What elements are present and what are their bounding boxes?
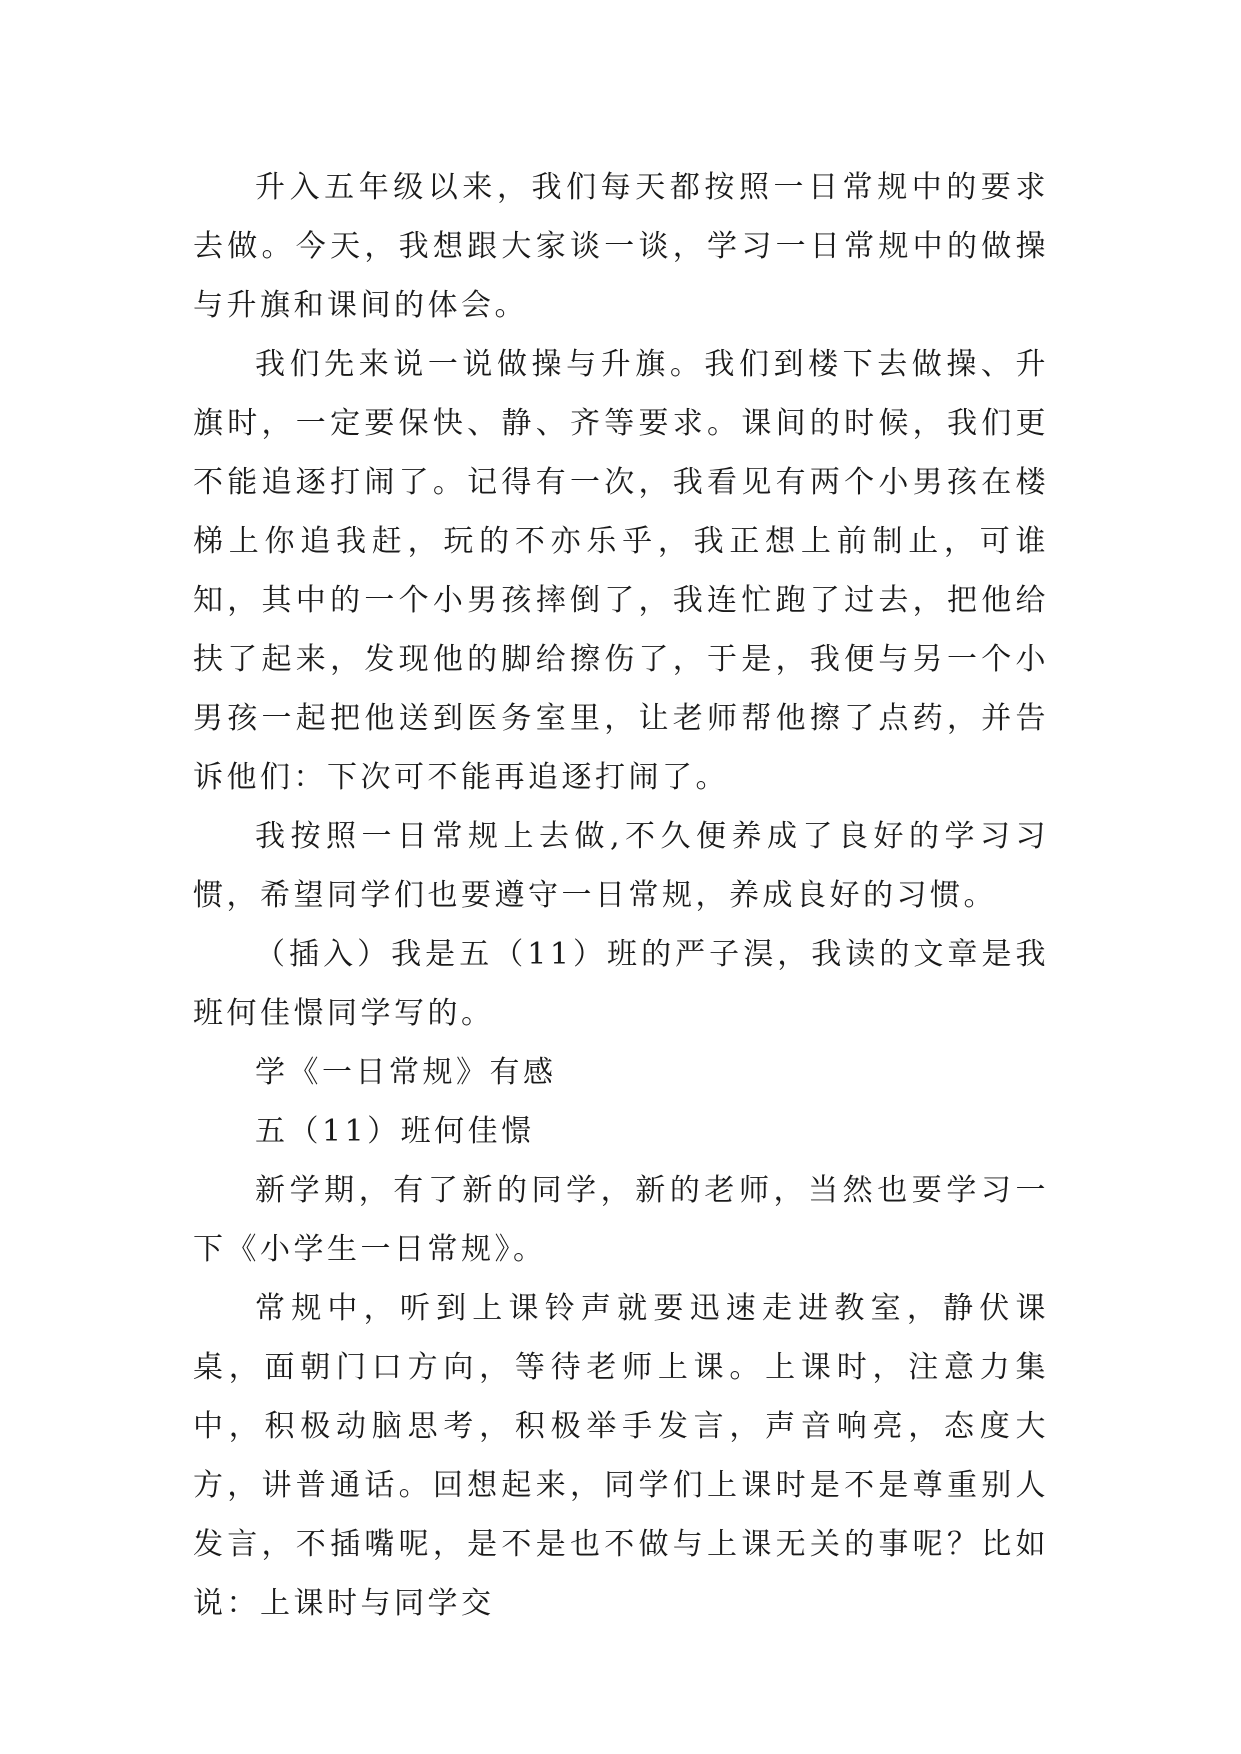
paragraph-4: （插入）我是五（11）班的严子淏，我读的文章是我班何佳憬同学写的。 (193, 937, 1049, 1031)
paragraph-6: 常规中，听到上课铃声就要迅速走进教室，静伏课桌，面朝门口方向，等待老师上课。上课时，注意力集中，积极动脑思考，积极举手发言，声音响亮，态度大方，讲普通话。回想起来，同学们上课时是不是尊重别人发言，不插嘴呢，是不是也不做与上课无关的事呢？比如说：上课时与同学交 (193, 1291, 1049, 1621)
document-body (193, 158, 1049, 1633)
article-title: 学《一日常规》有感 (255, 1055, 557, 1090)
paragraph-2: 我们先来说一说做操与升旗。我们到楼下去做操、升旗时，一定要保快、静、齐等要求。课间的时候，我们更不能追逐打闹了。记得有一次，我看见有两个小男孩在楼梯上你追我赶，玩的不亦乐乎，我正想上前制止，可谁知，其中的一个小男孩摔倒了，我连忙跑了过去，把他给扶了起来，发现他的脚给擦伤了，于是，我便与另一个小男孩一起把他送到医务室里，让老师帮他擦了点药，并告诉他们：下次可不能再追逐打闹了。 (193, 347, 1049, 795)
paragraph-3: 我按照一日常规上去做,不久便养成了良好的学习习惯，希望同学们也要遵守一日常规，养成良好的习惯。 (193, 819, 1049, 913)
paragraph-5: 新学期，有了新的同学，新的老师，当然也要学习一下《小学生一日常规》。 (193, 1173, 1049, 1267)
article-author: 五（11）班何佳憬 (255, 1114, 535, 1149)
paragraph-1: 升入五年级以来，我们每天都按照一日常规中的要求去做。今天，我想跟大家谈一谈，学习一日常规中的做操与升旗和课间的体会。 (193, 170, 1049, 323)
